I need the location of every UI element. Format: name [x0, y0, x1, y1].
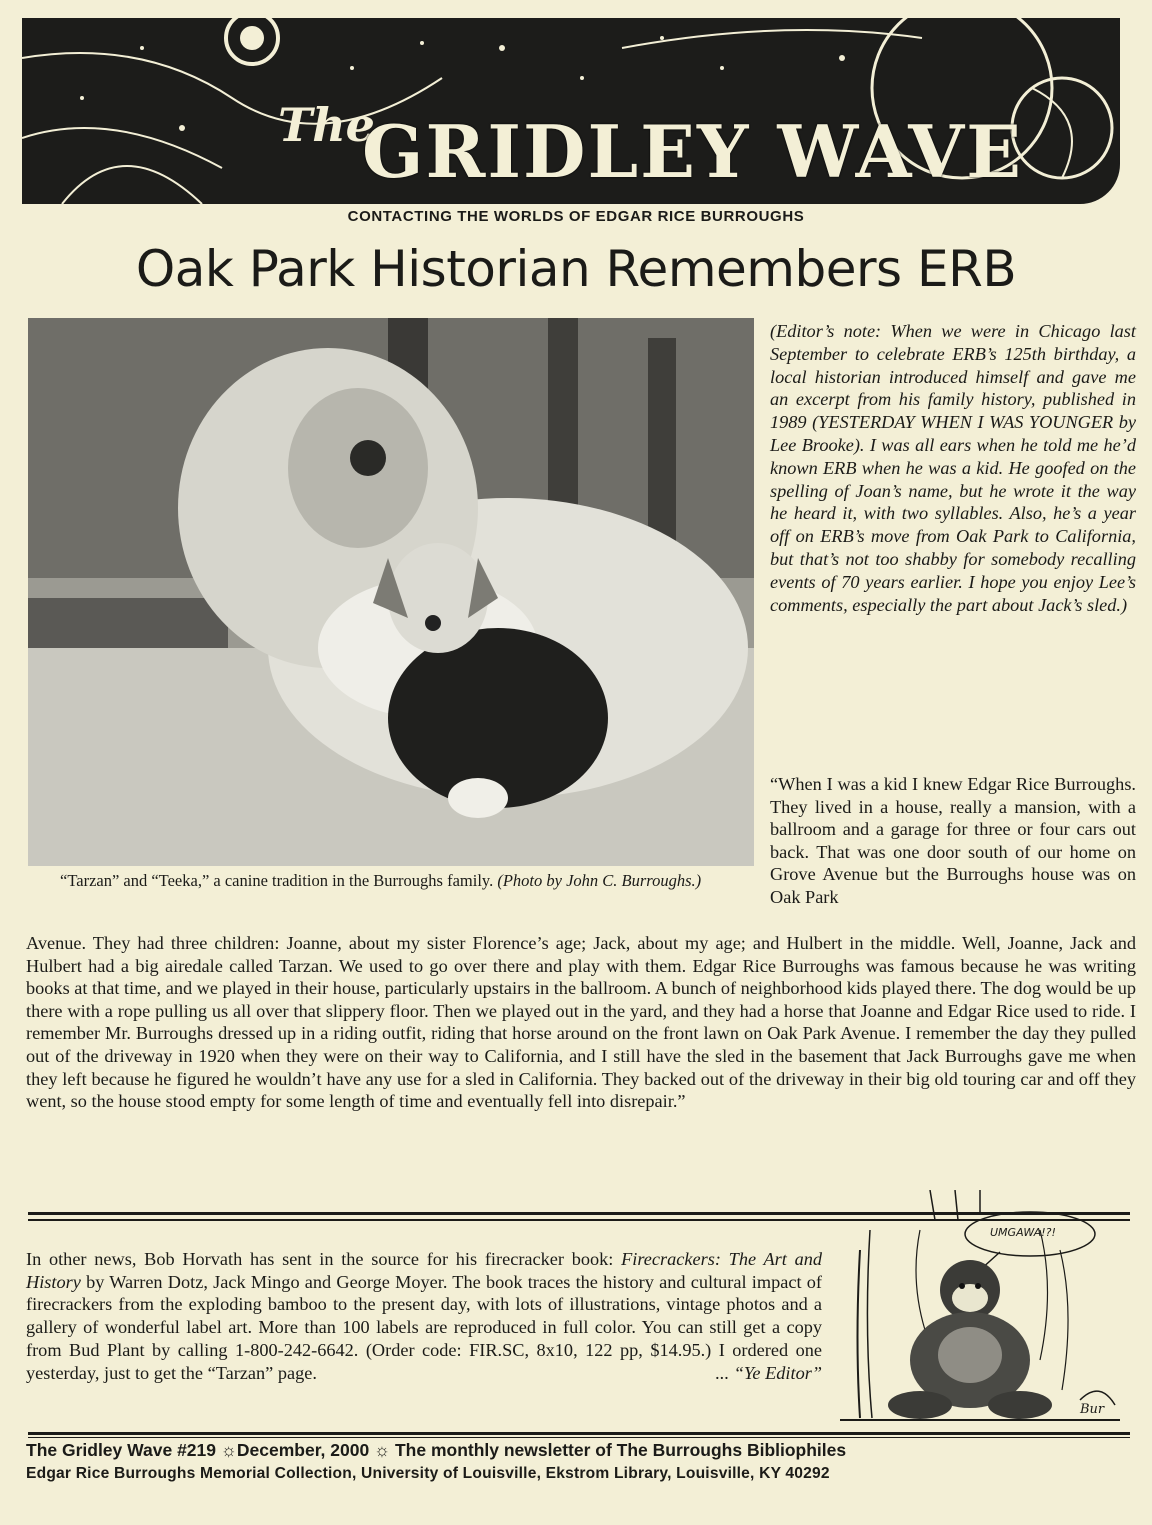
- editors-note: (Editor’s note: When we were in Chicago last September to celebrate ERB’s 125th birthday, a local historian introduced himself and gave me an excerpt from his family history, published in 1989 (YESTERDAY WHEN I WAS YOUNGER by Lee Brooke). I was all ears when he told me he’d known ERB when he was a kid. He goofed on the spelling of Joan’s name, but he wrote it the way he heard it, with two syllables. Also, he’s a year off on ERB’s move from Oak Park to California, but that’s not too shabby for somebody recalling events of 70 years earlier. I hope you enjoy Lee’s comments, especially the part about Jack’s sled.): [770, 321, 1136, 615]
- headline: Oak Park Historian Remembers ERB: [135, 240, 1017, 298]
- quote-column: “When I was a kid I knew Edgar Rice Burroughs. They lived in a house, really a mansion, with a ballroom and a garage for three or four cars out back. That was one door south of our home on Grove Avenue but the Burroughs house was on Oak Park: [770, 774, 1136, 907]
- caption-text: “Tarzan” and “Teeka,” a canine tradition in the Burroughs family.: [60, 871, 494, 890]
- caption-credit: (Photo by John C. Burroughs.): [497, 871, 702, 890]
- footer-issue-line: The Gridley Wave #219 ☼December, 2000 ☼ The monthly newsletter of The Burroughs Bibliophiles: [26, 1440, 847, 1460]
- masthead-the: The: [278, 98, 375, 152]
- dogs-photo: [28, 318, 754, 866]
- other-news: [26, 1248, 822, 1384]
- quote-continued: Avenue. They had three children: Joanne, about my sister Florence’s age; Jack, about my age; and Hulbert in the middle. Well, Joanne, Jack and Hulbert had a big airedale called Tarzan. We used to go over there and play with them. Edgar Rice Burroughs was famous because he was writing books at that time, and we played in their house, particularly upstairs in the ballroom. A bunch of neighborhood kids played there. The dog would be up there with a rope pulling us all over that slippery floor. Then we played out in the yard, and they had a horse that Joanne and Edgar Rice used to ride. I remember Mr. Burroughs dressed up in a riding outfit, riding that horse around on the front lawn on Oak Park Avenue. I remember the day they pulled out of the driveway in 1920 when they were on their way to California, and I still have the sled in the basement that Jack Burroughs gave me when they left because he figured he wouldn’t have any use for a sled in California. They backed out of the driveway in their big old touring car and off they went, so the house stood empty for some length of time and eventually fell into disrepair.”: [26, 933, 1136, 1112]
- footer-rule-thin: [28, 1437, 1130, 1438]
- masthead-banner: [22, 18, 1120, 204]
- cartoon-speech: UMGAWA!?!: [990, 1226, 1056, 1239]
- cartoon-artist-signature: Bur: [1080, 1402, 1105, 1417]
- news-intro: In other news, Bob Horvath has sent in the source for his firecracker book:: [26, 1249, 622, 1269]
- photo-caption: [60, 870, 748, 892]
- news-body: by Warren Dotz, Jack Mingo and George Moyer. The book traces the history and cultural impact of firecrackers from the exploding bamboo to the present day, with lots of illustrations, vintage photos and a gallery of wonderful label art. More than 100 labels are reproduced in full color. You can still get a copy from Bud Plant by calling 1-800-242-6642. (Order code: FIR.SC, 8x10, 122 pp, $14.95.) I ordered one yesterday, just to get the “Tarzan” page.: [26, 1271, 822, 1383]
- ape-cartoon: [830, 1190, 1130, 1430]
- news-book-title: Firecrackers: The Art and History: [26, 1249, 822, 1292]
- footer-address-line: Edgar Rice Burroughs Memorial Collection, University of Louisville, Ekstrom Library, Louisville, KY 40292: [26, 1465, 830, 1482]
- footer-rule-thick: [28, 1432, 1130, 1435]
- tagline: CONTACTING THE WORLDS OF EDGAR RICE BURROUGHS: [347, 208, 805, 225]
- masthead-title: GRIDLEY WAVE: [362, 109, 1024, 194]
- news-signature: ... “Ye Editor”: [715, 1362, 822, 1383]
